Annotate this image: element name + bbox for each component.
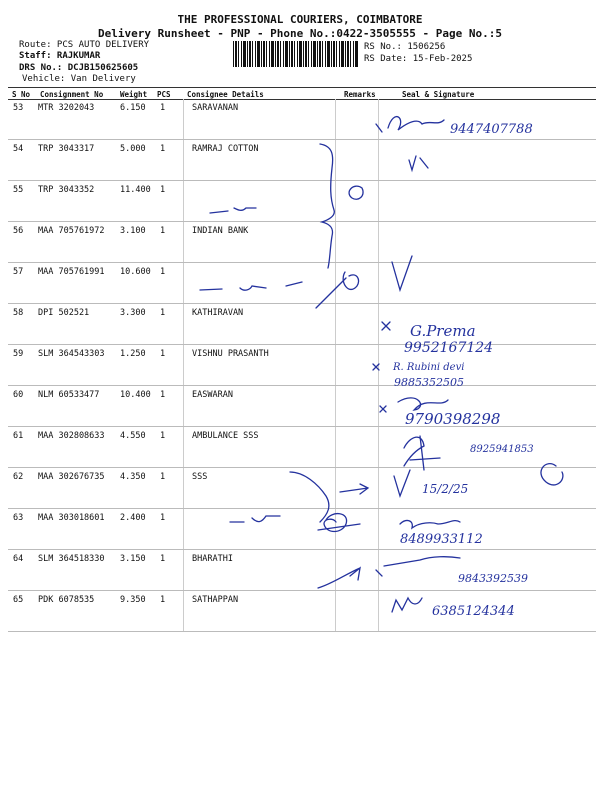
row-weight: 3.150 bbox=[120, 554, 146, 564]
col-pcs: PCS bbox=[157, 90, 171, 99]
row-weight: 11.400 bbox=[120, 185, 151, 195]
row-consignment: MAA 705761991 bbox=[38, 267, 105, 277]
col-remarks: Remarks bbox=[344, 90, 376, 99]
row-sno: 58 bbox=[13, 308, 24, 318]
circle-mark bbox=[349, 186, 363, 199]
cross-mark bbox=[380, 406, 386, 412]
handwritten-phone: 9447407788 bbox=[450, 122, 533, 137]
handwritten-phone: 9843392539 bbox=[458, 572, 528, 585]
row-consignment: MAA 302676735 bbox=[38, 472, 105, 482]
col-sno: S No bbox=[12, 90, 31, 99]
row-consignment: MAA 303018601 bbox=[38, 513, 105, 523]
signature-scribble bbox=[404, 436, 440, 470]
handwritten-date: 15/2/25 bbox=[422, 482, 469, 496]
signature-scribble bbox=[376, 557, 460, 576]
row-consignment: NLM 60533477 bbox=[38, 390, 100, 400]
row-weight: 1.250 bbox=[120, 349, 146, 359]
row-weight: 4.550 bbox=[120, 431, 146, 441]
rs-number: RS No.: 1506256 bbox=[364, 42, 446, 52]
check-mark bbox=[343, 256, 412, 290]
row-pcs: 1 bbox=[160, 472, 166, 482]
row-consignment: MTR 3202043 bbox=[38, 103, 95, 113]
row-consignee: SATHAPPAN bbox=[192, 595, 239, 605]
col-consignment: Consignment No bbox=[40, 90, 104, 99]
row-pcs: 1 bbox=[160, 390, 166, 400]
row-sno: 59 bbox=[13, 349, 24, 359]
row-weight: 4.350 bbox=[120, 472, 146, 482]
row-sno: 55 bbox=[13, 185, 24, 195]
row-weight: 9.350 bbox=[120, 595, 146, 605]
row-pcs: 1 bbox=[160, 595, 166, 605]
row-sno: 62 bbox=[13, 472, 24, 482]
row-pcs: 1 bbox=[160, 431, 166, 441]
row-sno: 61 bbox=[13, 431, 24, 441]
row-weight: 2.400 bbox=[120, 513, 146, 523]
row-weight: 3.100 bbox=[120, 226, 146, 236]
row-pcs: 1 bbox=[160, 226, 166, 236]
arrow-mark bbox=[316, 278, 346, 308]
row-pcs: 1 bbox=[160, 554, 166, 564]
row-consignee: INDIAN BANK bbox=[192, 226, 249, 236]
circle-mark bbox=[541, 464, 563, 485]
check-mark bbox=[394, 470, 410, 496]
signature-scribble bbox=[392, 598, 422, 612]
dash-mark bbox=[230, 516, 280, 522]
dash-mark bbox=[210, 208, 256, 213]
drs-number: DRS No.: DCJB150625605 bbox=[19, 63, 139, 73]
row-sno: 65 bbox=[13, 595, 24, 605]
row-consignee: AMBULANCE SSS bbox=[192, 431, 259, 441]
row-consignee: SSS bbox=[192, 472, 208, 482]
row-sno: 57 bbox=[13, 267, 24, 277]
row-weight: 10.400 bbox=[120, 390, 151, 400]
dash-mark bbox=[200, 282, 302, 290]
rs-date: RS Date: 15-Feb-2025 bbox=[364, 54, 473, 64]
row-pcs: 1 bbox=[160, 349, 166, 359]
route-label: Route: PCS AUTO DELIVERY bbox=[19, 40, 150, 50]
row-pcs: 1 bbox=[160, 513, 166, 523]
tick-mark bbox=[409, 156, 428, 170]
row-weight: 3.300 bbox=[120, 308, 146, 318]
row-sno: 60 bbox=[13, 390, 24, 400]
cross-mark bbox=[373, 364, 379, 370]
row-consignment: TRP 3043352 bbox=[38, 185, 95, 195]
row-consignment: SLM 364518330 bbox=[38, 554, 105, 564]
handwritten-phone: 6385124344 bbox=[432, 604, 515, 619]
row-consignee: KATHIRAVAN bbox=[192, 308, 244, 318]
row-consignment: TRP 3043317 bbox=[38, 144, 95, 154]
row-sno: 54 bbox=[13, 144, 24, 154]
row-consignment: DPI 502521 bbox=[38, 308, 90, 318]
row-sno: 63 bbox=[13, 513, 24, 523]
handwritten-phone: 9952167124 bbox=[404, 340, 494, 356]
row-pcs: 1 bbox=[160, 144, 166, 154]
arrow-mark bbox=[318, 568, 360, 588]
bracket-mark bbox=[320, 144, 334, 268]
row-sno: 56 bbox=[13, 226, 24, 236]
row-weight: 10.600 bbox=[120, 267, 151, 277]
handwritten-name: G.Prema bbox=[410, 322, 476, 340]
handwritten-phone: 9790398298 bbox=[405, 410, 501, 428]
row-consignee: RAMRAJ COTTON bbox=[192, 144, 259, 154]
row-pcs: 1 bbox=[160, 267, 166, 277]
row-consignment: MAA 705761972 bbox=[38, 226, 105, 236]
row-consignment: SLM 364543303 bbox=[38, 349, 105, 359]
handwritten-name: R. Rubini devi bbox=[393, 362, 465, 373]
runsheet-subtitle: Delivery Runsheet - PNP - Phone No.:0422-3505555 - Page No.:5 bbox=[98, 27, 502, 40]
row-consignee: VISHNU PRASANTH bbox=[192, 349, 269, 359]
signature-scribble bbox=[376, 117, 444, 132]
row-pcs: 1 bbox=[160, 308, 166, 318]
row-consignment: PDK 6078535 bbox=[38, 595, 95, 605]
row-sno: 64 bbox=[13, 554, 24, 564]
handwritten-phone: 8489933112 bbox=[400, 532, 483, 547]
handwritten-phone: 8925941853 bbox=[470, 444, 534, 455]
col-seal: Seal & Signature bbox=[402, 90, 475, 99]
row-consignee: EASWARAN bbox=[192, 390, 233, 400]
cross-mark bbox=[382, 322, 390, 330]
company-title: THE PROFESSIONAL COURIERS, COIMBATORE bbox=[177, 13, 423, 26]
row-sno: 53 bbox=[13, 103, 24, 113]
col-weight: Weight bbox=[120, 90, 148, 99]
row-consignee: SARAVANAN bbox=[192, 103, 239, 113]
col-consignee: Consignee Details bbox=[187, 90, 264, 99]
row-pcs: 1 bbox=[160, 185, 166, 195]
row-weight: 6.150 bbox=[120, 103, 146, 113]
row-consignee: BHARATHI bbox=[192, 554, 233, 564]
arrow-mark bbox=[290, 472, 368, 522]
row-pcs: 1 bbox=[160, 103, 166, 113]
signature-scribble bbox=[400, 521, 460, 528]
row-consignment: MAA 302808633 bbox=[38, 431, 105, 441]
handwritten-phone: 9885352505 bbox=[394, 376, 464, 389]
row-weight: 5.000 bbox=[120, 144, 146, 154]
staff-label: Staff: RAJKUMAR bbox=[19, 51, 101, 61]
signature-scribble bbox=[398, 398, 448, 410]
vehicle-label: Vehicle: Van Delivery bbox=[22, 74, 136, 84]
